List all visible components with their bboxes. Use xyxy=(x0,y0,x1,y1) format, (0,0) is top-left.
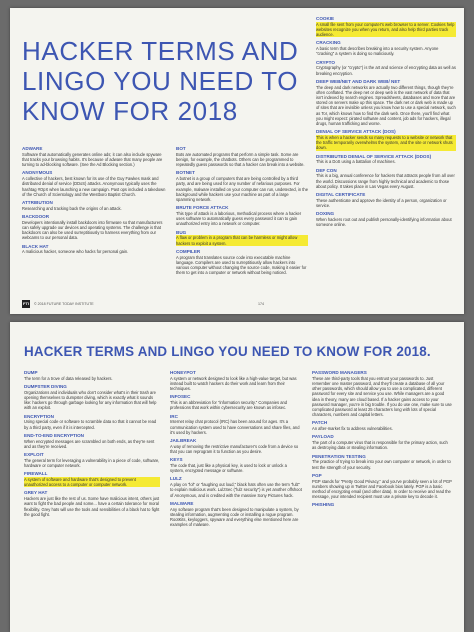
glossary-term: PAYLOAD xyxy=(312,434,334,440)
glossary-definition: An after-market fix to address vulnerabilities. xyxy=(312,426,393,432)
glossary-term: GREY HAT xyxy=(24,490,48,496)
glossary-term: COOKIE xyxy=(316,16,335,21)
glossary-definition: A malicious hacker, someone who hacks for personal gain. xyxy=(22,249,129,255)
highlighted-definition: This is when a hacker sends so many requests to a website or network that the traffic temporarily overwhelms the system, and the site or network shuts down. xyxy=(316,135,456,151)
glossary-term: DUMPSTER DIVING xyxy=(24,384,67,389)
glossary-definition: Internet relay chat protocol (IRC) has been around for ages. It's a communication system used to have conversations and share files, and it's used by hackers. xyxy=(170,419,300,435)
page-spread-top xyxy=(10,8,464,314)
glossary-definition: Bots are automated programs that perform a simple task. Some are benign, for example, the chatbots. Others can be programmed to repeatedly guess passwords so that a hacker can break into a website. xyxy=(176,151,305,168)
footer-copyright: © 2018 FUTURE TODAY INSTITUTE xyxy=(34,302,94,306)
glossary-term: DEEP WEB/NET AND DARK WEB/ NET xyxy=(316,78,401,84)
glossary-definition: PGP stands for "Pretty Good Privacy," and you've probably seen a lot of PGP numbers showing up in Twitter and Facebook bios lately. PGP is a basic method of encrypting email (and other data). In order to receive and read the message, your intended recipient must use a private key to decode it. xyxy=(312,478,452,500)
glossary-definition: The code that, just like a physical key, is used to lock or unlock a system, encrypted message or software. xyxy=(170,463,287,474)
glossary-definition: Cryptography (or "crypto") is the art and science of encrypting data as well as breaking encryption. xyxy=(316,65,456,76)
glossary-definition: A collective of hackers, best known for its use of the Guy Fawkes mask and distributed denial of service (DDoS) attacks. Anonymous typically uses the hashtag #OpX when launching a new campaign. Past ops included a takedown of the Church of Scientology and the Westboro Baptist Church. xyxy=(22,176,166,197)
glossary-column-1 xyxy=(24,370,160,517)
page-spread-bottom xyxy=(10,322,464,632)
glossary-term: DIGITAL CERTIFICATE xyxy=(316,192,366,198)
glossary-definition: This type of attack is a laborious, methodical process where a hacker uses software to automatically guess every password it can to gain unauthorized entry into a network or computer. xyxy=(176,211,302,227)
glossary-column-3 xyxy=(312,370,452,508)
glossary-definition: The practice of trying to break into your own computer or network, in order to test the strength of your security. xyxy=(312,459,451,470)
glossary-term: BRUTE FORCE ATTACK xyxy=(176,205,229,211)
glossary-definition: The term for a trove of data released by hackers. xyxy=(24,375,113,381)
glossary-term: JAILBREAK xyxy=(170,438,197,444)
glossary-term: DOXING xyxy=(316,211,335,217)
fti-logo: FTI xyxy=(23,301,29,306)
glossary-term: PHISHING xyxy=(312,502,335,508)
highlighted-definition: A system of software and hardware that's designed to prevent unauthorized access to a computer or computer network. xyxy=(24,477,160,487)
glossary-term: BLACK HAT xyxy=(22,243,49,249)
page-title: HACKER TERMS AND LINGO YOU NEED TO KNOW FOR 2018. xyxy=(24,344,431,359)
glossary-term: HONEYPOT xyxy=(170,370,196,375)
glossary-definition: A botnet is a group of computers that are being controlled by a third party, and are being used for any number of nefarious purposes. For example, malware installed on your computer can run, undetected, in the background while hackers use your machine as part of a large spamming network. xyxy=(176,176,308,203)
glossary-term: INFOSEC xyxy=(170,394,191,400)
glossary-definition: These are third-party tools that you entrust your passwords to. Just remember one master password, and they'll create a database of all your other passwords, which should allow you to use a complicated, different password for every site and service you use. While managers are a good idea in theory, many are cloud based. If a hacker gains access to your password manager, you're in big trouble. If you do use one, make sure to use complicated password at least 25 characters long with lots of special characters, numbers and capital letters. xyxy=(312,375,452,418)
glossary-definition: This is a DoS using a battalion of machines. xyxy=(316,159,396,165)
glossary-term: COMPILER xyxy=(176,248,201,254)
glossary-definition: When hackers root out and publish personally-identifying information about someone online. xyxy=(316,217,452,228)
glossary-definition: Using special code or software to scramble data so that it cannot be read by a third party, even if it is intercepted. xyxy=(24,419,157,430)
glossary-term: BOT xyxy=(176,146,186,151)
glossary-definition: The part of a computer virus that is responsible for the primary action, such as destroying data or stealing information. xyxy=(312,440,448,451)
glossary-column-2 xyxy=(170,370,302,527)
glossary-definition: Organizations and individuals who don't consider what's in their trash are opening themselves to dumpster diving, which is exactly what it sounds like: hackers go through garbage looking for any information that will help with an exploit. xyxy=(24,389,157,411)
glossary-term: PATCH xyxy=(312,420,328,426)
page-number: 174 xyxy=(258,302,264,306)
glossary-definition: Developers intentionally install backdoors into firmware so that manufacturers can safely upgrade our devices and operating systems. The challenge is that backdoors can also be used surreptitiously to harness everything from our webcams to our personal data. xyxy=(22,219,163,241)
glossary-definition: These authenticate and approve the identity of a person, organization or service. xyxy=(316,197,447,209)
glossary-definition: Hackers are just like the rest of us. Some have malicious intent, others just want to fight the bad people and some... have a certain tolerance for moral flexibility. Grey hats will use the tools and sensibilities of a black hat to fight the good fight. xyxy=(24,496,160,517)
glossary-term: DUMP xyxy=(24,370,38,375)
glossary-definition: The deep and dark networks are actually two different things, though they're often conflated. The deep net or deep web is the vast network of data that isn't indexed by search engines. Spreadsheets, databases and more that are stored on servers make up this space. The dark net or dark web is made up of sites that are invisible unless you know how to use a special network, such as Tor, which knows how to find the dark web. Once there, you'll find what you might expect: pirated software and content, job ads for hackers, illegal drugs, human trafficking and worse. xyxy=(316,84,456,127)
glossary-term: ENCRYPTION xyxy=(24,413,54,419)
glossary-term: FIREWALL xyxy=(24,471,48,477)
glossary-term: CRYPTO xyxy=(316,59,335,65)
glossary-definition: Any software program that's been designed to manipulate a system, by stealing information, augmenting code or installing a rogue program. RootKits, keyloggers, spyware and everything else mentioned here are examples of malware. xyxy=(170,506,299,528)
highlighted-definition: A small file sent from your computer's web browser to a server. Cookies help websites recognize you when you return, and also help third parties track audience. xyxy=(316,21,455,38)
glossary-definition: When encrypted messages are scrambled on both ends, as they're sent and as they're received. xyxy=(24,438,155,449)
glossary-term: ANONYMOUS xyxy=(22,170,53,176)
glossary-term: EXPLOIT xyxy=(24,452,44,458)
glossary-term: END-TO-END ENCRYPTION xyxy=(24,432,84,438)
glossary-term: DENIAL OF SERVICE ATTACK (DOS) xyxy=(316,129,396,135)
glossary-definition: A way of removing the restrictive manufacturer's code from a device so that you can reprogram it to function as you desire. xyxy=(170,443,299,455)
glossary-term: BOTNET xyxy=(176,170,195,176)
glossary-definition: Software that automatically generates online ads; it can also include spyware that tracks your browsing habits. It's because of adware that many people are turning to ad-blocking software. (See the Ad Blocking section.) xyxy=(22,151,163,168)
glossary-term: IRC xyxy=(170,413,178,419)
glossary-definition: This is an abbreviation for "information security." Companies and professions that work within cybersecurity are known as infosec. xyxy=(170,400,288,411)
glossary-term: LULZ xyxy=(170,476,182,482)
glossary-definition: A basic term that describes breaking into a security system. Anyone "cracking" a system is doing so maliciously. xyxy=(316,46,439,57)
glossary-term: DEF CON xyxy=(316,167,337,173)
glossary-column-3 xyxy=(316,16,456,227)
glossary-column-1 xyxy=(22,146,168,255)
glossary-term: BUG xyxy=(176,229,187,235)
glossary-definition: The general term for leveraging a vulnerability in a piece of code, software, hardware or computer network. xyxy=(24,457,160,469)
glossary-term: CRACKING xyxy=(316,40,341,46)
glossary-definition: A play on "lol" or "laughing out loud," black hats often use the term "lulz" to explain malicious work. LulzSec ("lulz security") is yet another offshoot of Anonymous, and is credited with the massive Sony Pictures hack. xyxy=(170,482,302,498)
glossary-term: ATTRIBUTION xyxy=(22,200,53,206)
glossary-term: BACKDOOR xyxy=(22,214,50,220)
page-title: HACKER TERMS AND LINGO YOU NEED TO KNOW FOR 2018 xyxy=(22,36,299,126)
glossary-term: MALWARE xyxy=(170,500,194,506)
glossary-term: KEYS xyxy=(170,457,183,463)
glossary-definition: Researching and tracking back the origins of an attack. xyxy=(22,205,122,211)
highlighted-definition: A flaw or problem in a program that can be harmless or might allow hackers to exploit a system. xyxy=(176,235,308,245)
glossary-definition: A program that translates source code into executable machine language. Compilers are used to surreptitiously allow hackers into various computer without changing the source code, making it easier for them to get into a computer or network without being noticed. xyxy=(176,254,307,276)
glossary-definition: A system or network designed to look like a high-value target, but was instead built to watch hackers do their work and learn from their techniques. xyxy=(170,375,297,392)
glossary-column-2 xyxy=(176,146,308,275)
glossary-term: PGP xyxy=(312,472,322,478)
glossary-term: PENETRATION TESTING xyxy=(312,453,366,459)
glossary-term: ADWARE xyxy=(22,146,43,151)
glossary-definition: This is a big, annual conference for hackers that attracts people from all over the world. Discussions range from highly technical and academic to those about policy. It takes place in Las Vegas every August. xyxy=(316,173,455,189)
glossary-term: PASSWORD MANAGERS xyxy=(312,370,367,375)
glossary-term: DISTRIBUTED DENIAL OF SERVICE ATTACK (DDOS) xyxy=(316,153,432,159)
page-footer xyxy=(22,300,452,308)
